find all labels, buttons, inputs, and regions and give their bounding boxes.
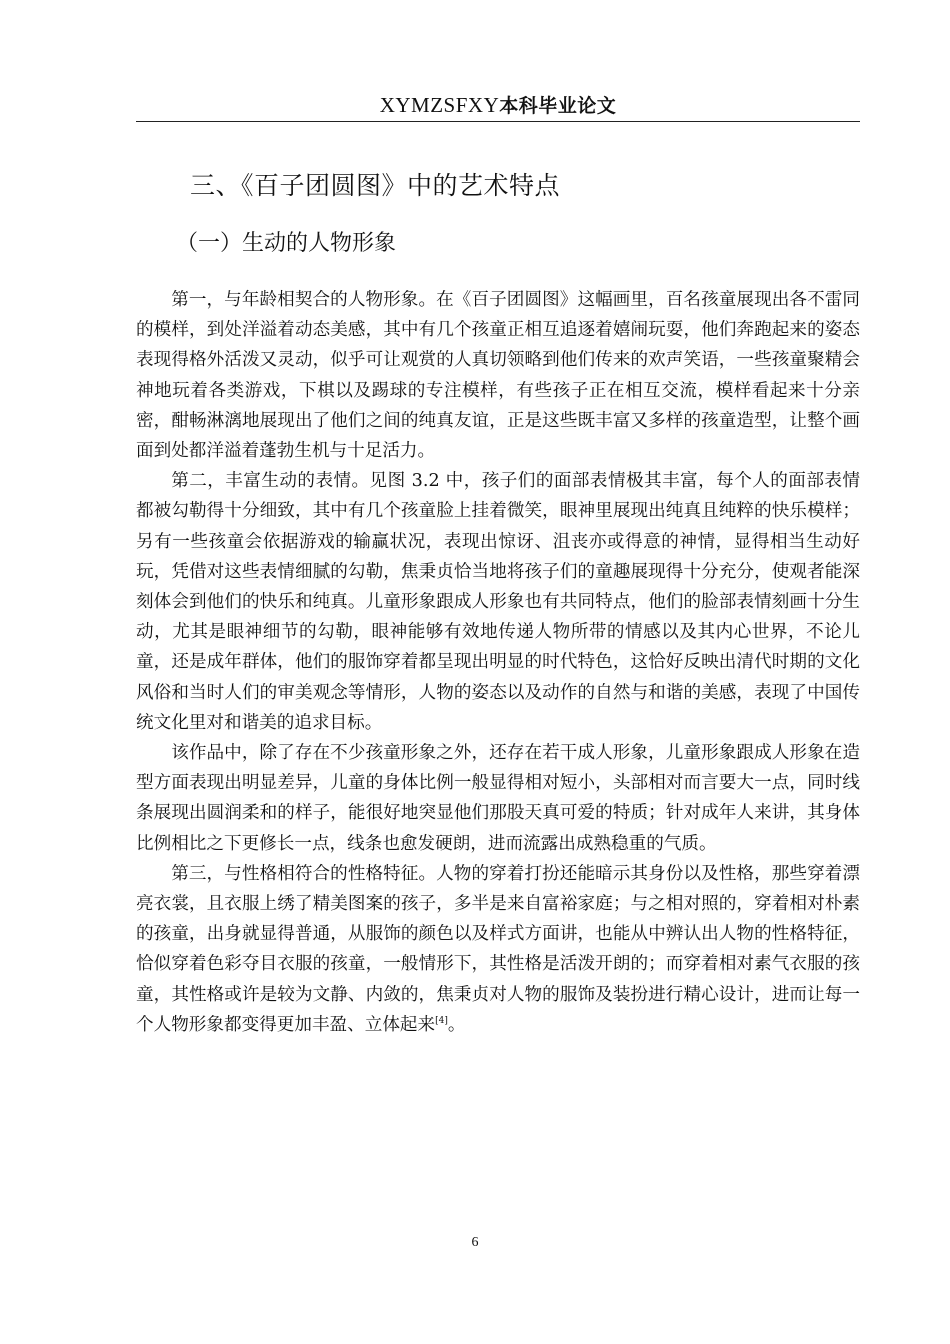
header-title: 本科毕业论文 [499, 95, 617, 117]
paragraph-4-end: 。 [447, 1014, 466, 1035]
citation-reference[interactable]: [4] [435, 1015, 448, 1026]
paragraph-2: 第二，丰富生动的表情。见图 3.2 中，孩子们的面部表情极其丰富，每个人的面部表情都被勾勒得十分细致，其中有几个孩童脸上挂着微笑，眼神里展现出纯真且纯粹的快乐模样；另有一些孩童会依据游戏的输赢状况，表现出惊讶、沮丧亦或得意的神情，显得相当生动好玩，凭借对这些表情细腻的勾勒，焦秉贞恰当地将孩子们的童趣展现得十分充分，使观者能深刻体会到他们的快乐和纯真。儿童形象跟成人形象也有共同特点，他们的脸部表情刻画十分生动，尤其是眼神细节的勾勒，眼神能够有效地传递人物所带的情感以及其内心世界，不论儿童，还是成年群体，他们的服饰穿着都呈现出明显的时代特色，这恰好反映出清代时期的文化风俗和当时人们的审美观念等情形，人物的姿态以及动作的自然与和谐的美感，表现了中国传统文化里对和谐美的追求目标。 [136, 471, 860, 733]
paragraph-4 [136, 859, 860, 1040]
section-title: 三、《百子团圆图》中的艺术特点 [190, 171, 561, 200]
header-rule [136, 121, 860, 122]
header-code: XYMZSFXY [379, 93, 500, 117]
subsection-title: （一）生动的人物形象 [176, 231, 397, 256]
page-number: 6 [471, 1235, 479, 1250]
body-text [136, 285, 860, 1040]
paragraph-4-text: 第三，与性格相符合的性格特征。人物的穿着打扮还能暗示其身份以及性格，那些穿着漂亮衣裳，且衣服上绣了精美图案的孩子，多半是来自富裕家庭；与之相对照的，穿着相对朴素的孩童，出身就显得普通，从服饰的颜色以及样式方面讲，也能从中辨认出人物的性格特征，恰似穿着色彩夺目衣服的孩童，一般情形下，其性格是活泼开朗的；而穿着相对素气衣服的孩童，其性格或许是较为文静、内敛的，焦秉贞对人物的服饰及装扮进行精心设计，进而让每一个人物形象都变得更加丰盈、立体起来 [136, 863, 860, 1035]
page-header [136, 92, 860, 118]
paragraph-1: 第一，与年龄相契合的人物形象。在《百子团圆图》这幅画里，百名孩童展现出各不雷同的模样，到处洋溢着动态美感，其中有几个孩童正相互追逐着嬉闹玩耍，他们奔跑起来的姿态表现得格外活泼又灵动，似乎可让观赏的人真切领略到他们传来的欢声笑语，一些孩童聚精会神地玩着各类游戏，下棋以及踢球的专注模样，有些孩子正在相互交流，模样看起来十分亲密，酣畅淋漓地展现出了他们之间的纯真友谊，正是这些既丰富又多样的孩童造型，让整个画面到处都洋溢着蓬勃生机与十足活力。 [136, 290, 860, 462]
paragraph-3: 该作品中，除了存在不少孩童形象之外，还存在若干成人形象，儿童形象跟成人形象在造型方面表现出明显差异，儿童的身体比例一般显得相对短小，头部相对而言要大一点，同时线条展现出圆润柔和的样子，能很好地突显他们那股天真可爱的特质；针对成年人来讲，其身体比例相比之下更修长一点，线条也愈发硬朗，进而流露出成熟稳重的气质。 [136, 743, 860, 854]
